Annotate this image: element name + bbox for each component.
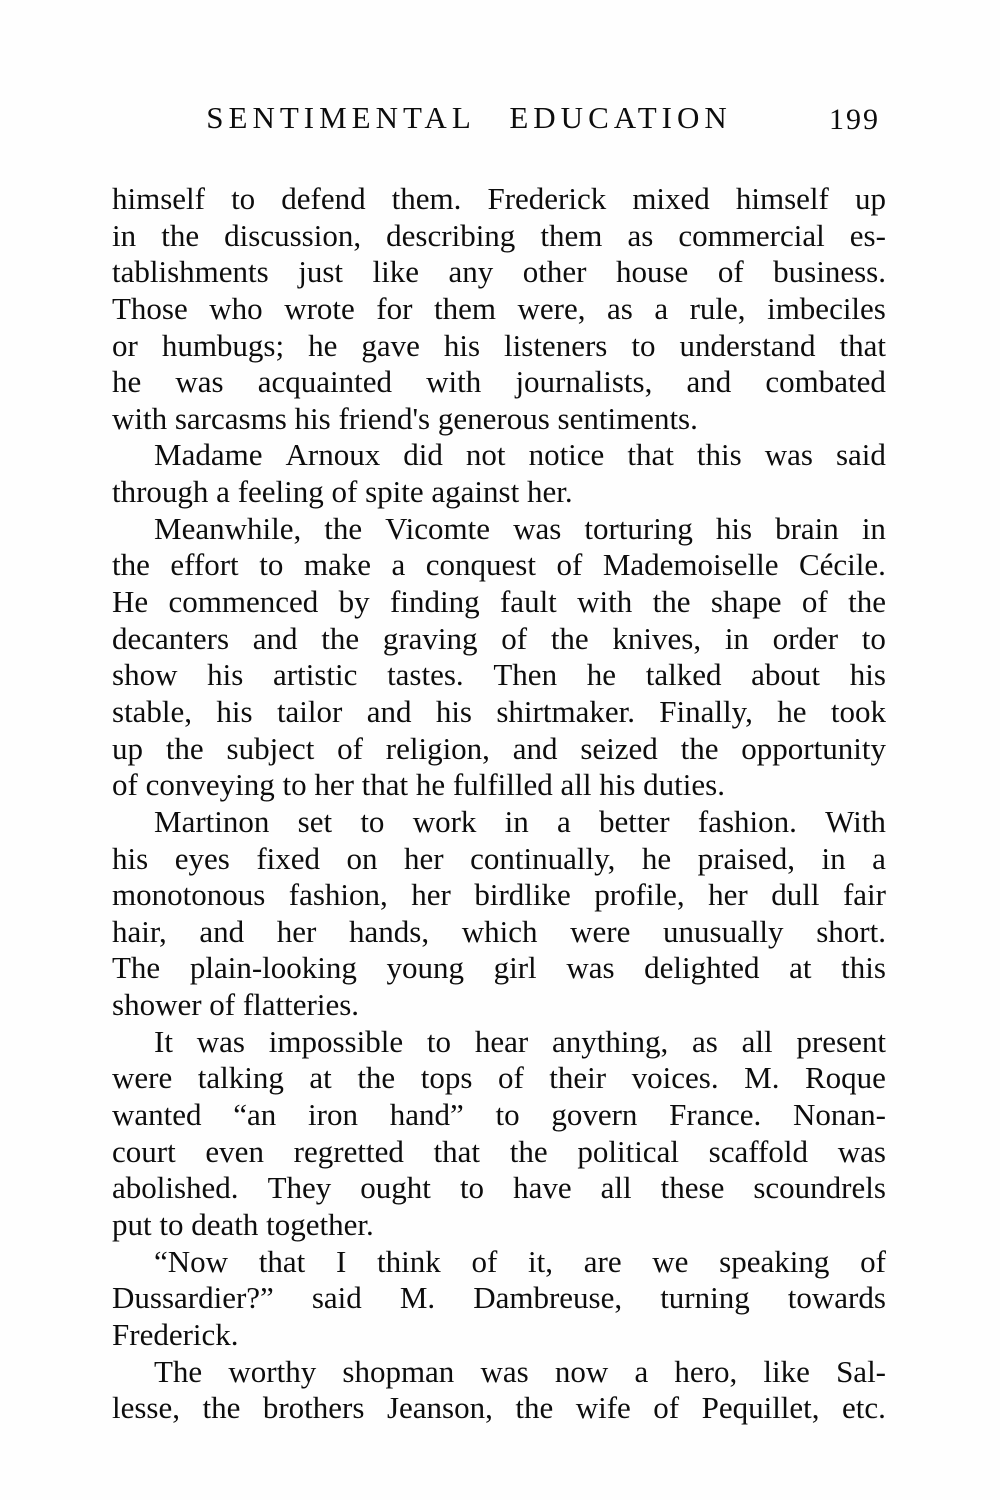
text-line: It was impossible to hear anything, as all present — [154, 1023, 886, 1059]
text-line: Those who wrote for them were, as a rule, imbeciles — [112, 290, 886, 326]
text-line: Martinon set to work in a better fashion. With — [154, 803, 886, 839]
text-line: lesse, the brothers Jeanson, the wife of Pequillet, etc. — [112, 1390, 886, 1426]
text-line: put to death together. — [112, 1206, 374, 1242]
text-line: The plain-looking young girl was delighted at this — [112, 950, 886, 986]
paragraph — [112, 437, 886, 510]
paragraph — [112, 181, 886, 437]
text-line: monotonous fashion, her birdlike profile, her dull fair — [112, 877, 886, 913]
text-line: shower of flatteries. — [112, 987, 360, 1023]
paragraph — [112, 1244, 886, 1354]
text-line: he was acquainted with journalists, and combated — [112, 364, 886, 400]
text-line: were talking at the tops of their voices. M. Roque — [112, 1060, 886, 1096]
text-line: in the discussion, describing them as commercial es- — [112, 217, 886, 253]
text-column — [112, 0, 886, 1427]
text-line: Madame Arnoux did not notice that this was said — [154, 437, 886, 473]
text-line: Dussardier?” said M. Dambreuse, turning towards — [112, 1280, 886, 1316]
text-line: tablishments just like any other house of business. — [112, 254, 886, 290]
text-line: up the subject of religion, and seized the opportunity — [112, 730, 886, 766]
text-line: his eyes fixed on her continually, he praised, in a — [112, 840, 886, 876]
text-line: abolished. They ought to have all these scoundrels — [112, 1170, 886, 1206]
text-line: court even regretted that the political scaffold was — [112, 1133, 886, 1169]
page-header — [112, 101, 886, 137]
text-line: He commenced by finding fault with the shape of the — [112, 584, 886, 620]
text-line: “Now that I think of it, are we speaking of — [154, 1243, 886, 1279]
text-line: through a feeling of spite against her. — [112, 474, 573, 510]
text-line: show his artistic tastes. Then he talked about his — [112, 657, 886, 693]
text-line: decanters and the graving of the knives, in order to — [112, 620, 886, 656]
text-line: of conveying to her that he fulfilled all his duties. — [112, 767, 725, 803]
text-line: stable, his tailor and his shirtmaker. Finally, he took — [112, 693, 886, 729]
text-line: wanted “an iron hand” to govern France. Nonan- — [112, 1097, 886, 1133]
text-line: himself to defend them. Frederick mixed himself up — [112, 181, 886, 216]
text-line: hair, and her hands, which were unusually short. — [112, 913, 886, 949]
paragraph — [112, 1354, 886, 1427]
paragraph — [112, 804, 886, 1024]
body-text — [112, 181, 886, 1427]
text-line: or humbugs; he gave his listeners to understand that — [112, 327, 886, 363]
text-line: The worthy shopman was now a hero, like Sal- — [154, 1353, 886, 1389]
text-line: Meanwhile, the Vicomte was torturing his brain in — [154, 510, 886, 546]
text-line: with sarcasms his friend's generous sentiments. — [112, 400, 698, 436]
page-number: 199 — [829, 103, 880, 136]
paragraph — [112, 511, 886, 804]
running-title: SENTIMENTAL EDUCATION — [206, 100, 732, 135]
paragraph — [112, 1024, 886, 1244]
text-line: Frederick. — [112, 1316, 239, 1352]
text-line: the effort to make a conquest of Mademoiselle Cécile. — [112, 547, 886, 583]
